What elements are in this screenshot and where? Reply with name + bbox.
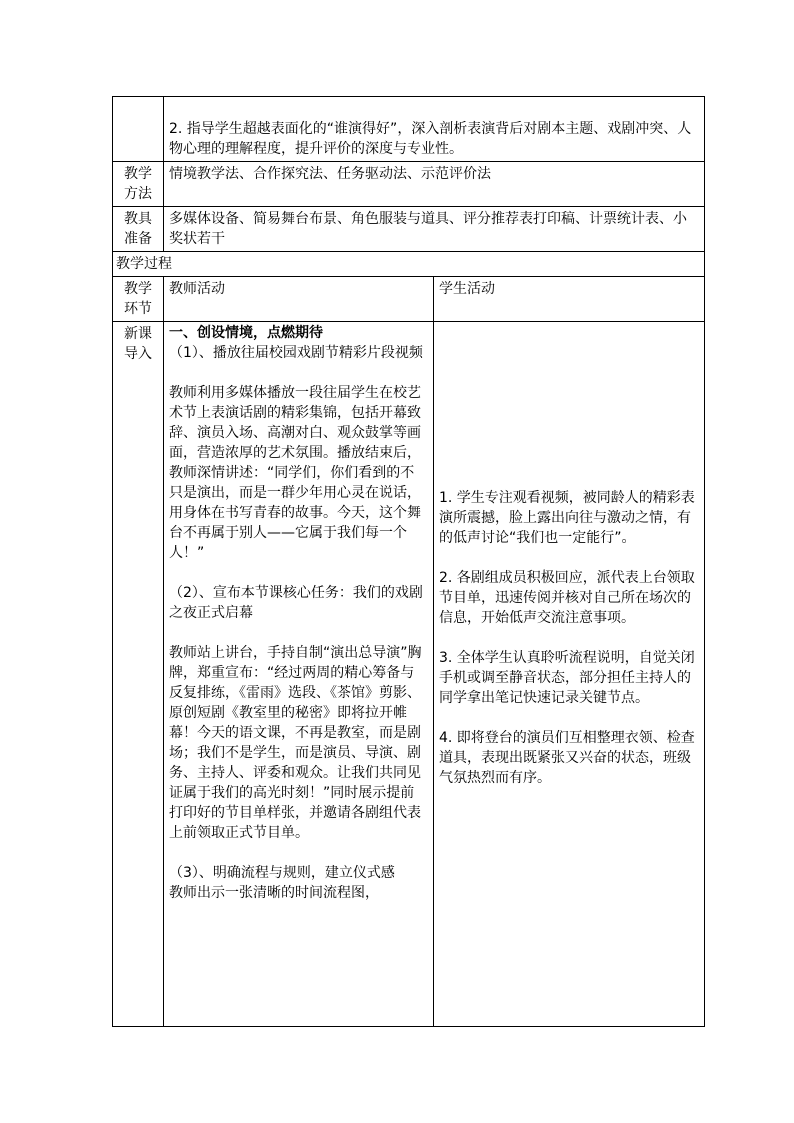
materials-content-cell [164, 207, 705, 252]
methods-label-cell [113, 162, 164, 207]
student-item-4: 4. 即将登台的演员们互相整理衣领、检查道具，表现出既紧张又兴奋的状态，班级气氛热烈而有序。 [439, 730, 695, 786]
methods-row [113, 162, 705, 207]
process-title-cell [113, 252, 705, 277]
step3-body: 教师出示一张清晰的时间流程图， [169, 885, 379, 901]
student-header-cell [434, 277, 705, 322]
goals-label-cell [113, 97, 164, 162]
materials-label-line2: 准备 [124, 231, 152, 247]
lesson-plan-table [112, 96, 705, 1027]
student-item-1: 1. 学生专注观看视频，被同龄人的精彩表演所震撼，脸上露出向往与激动之情，有的低声讨论“我们也一定能行”。 [439, 490, 695, 546]
methods-content-cell [164, 162, 705, 207]
step1-title: （1）、播放往届校园戏剧节精彩片段视频 [169, 345, 423, 361]
materials-label-line1: 教具 [124, 211, 152, 227]
process-title-row [113, 252, 705, 277]
intro-stage-line2: 导入 [124, 346, 152, 362]
methods-text: 情境教学法、合作探究法、任务驱动法、示范评价法 [169, 166, 491, 182]
student-activity-header: 学生活动 [439, 281, 495, 297]
intro-row [113, 322, 705, 1027]
student-item-3: 3. 全体学生认真聆听流程说明，自觉关闭手机或调至静音状态，部分担任主持人的同学拿出笔记快速记录关键节点。 [439, 650, 695, 706]
process-header-row [113, 277, 705, 322]
intro-teacher-cell [164, 322, 434, 1027]
goals-row [113, 97, 705, 162]
teacher-activity-header: 教师活动 [169, 281, 225, 297]
intro-stage-cell [113, 322, 164, 1027]
materials-text: 多媒体设备、简易舞台布景、角色服装与道具、评分推荐表打印稿、计票统计表、小奖状若干 [169, 211, 687, 247]
intro-student-cell [434, 322, 705, 1027]
step2-title: （2）、宣布本节课核心任务：我们的戏剧之夜正式启幕 [169, 585, 423, 621]
process-title: 教学过程 [116, 256, 172, 272]
methods-label-line1: 教学 [124, 166, 152, 182]
materials-row [113, 207, 705, 252]
teacher-header-cell [164, 277, 434, 322]
step3-title: （3）、明确流程与规则，建立仪式感 [169, 865, 395, 881]
intro-stage-line1: 新课 [124, 326, 152, 342]
stage-header-line1: 教学 [124, 281, 152, 297]
goals-item-2: 2. 指导学生超越表面化的“谁演得好”，深入剖析表演背后对剧本主题、戏剧冲突、人物心理的理解程度，提升评价的深度与专业性。 [169, 121, 692, 157]
methods-label-line2: 方法 [124, 186, 152, 202]
intro-heading: 一、创设情境，点燃期待 [169, 325, 323, 341]
student-item-2: 2. 各剧组成员积极回应，派代表上台领取节目单，迅速传阅并核对自己所在场次的信息，开始低声交流注意事项。 [439, 570, 695, 626]
materials-label-cell [113, 207, 164, 252]
goals-content-cell [164, 97, 705, 162]
stage-header-line2: 环节 [124, 301, 152, 317]
step1-body: 教师利用多媒体播放一段往届学生在校艺术节上表演话剧的精彩集锦，包括开幕致辞、演员入场、高潮对白、观众鼓掌等画面，营造浓厚的艺术氛围。播放结束后，教师深情讲述：“同学们，你们看到的不只是演出，而是一群少年用心灵在说话，用身体在书写青春的故事。今天，这个舞台不再属于别人——它属于我们每一个人！” [169, 385, 421, 561]
step2-body: 教师站上讲台，手持自制“演出总导演”胸牌，郑重宣布：“经过两周的精心筹备与反复排练，《雷雨》选段、《茶馆》剪影、原创短剧《教室里的秘密》即将拉开帷幕！今天的语文课，不再是教室，而是剧场；我们不是学生，而是演员、导演、剧务、主持人、评委和观众。让我们共同见证属于我们的高光时刻！”同时展示提前打印好的节目单样张，并邀请各剧组代表上前领取正式节目单。 [169, 645, 422, 841]
stage-header-cell [113, 277, 164, 322]
